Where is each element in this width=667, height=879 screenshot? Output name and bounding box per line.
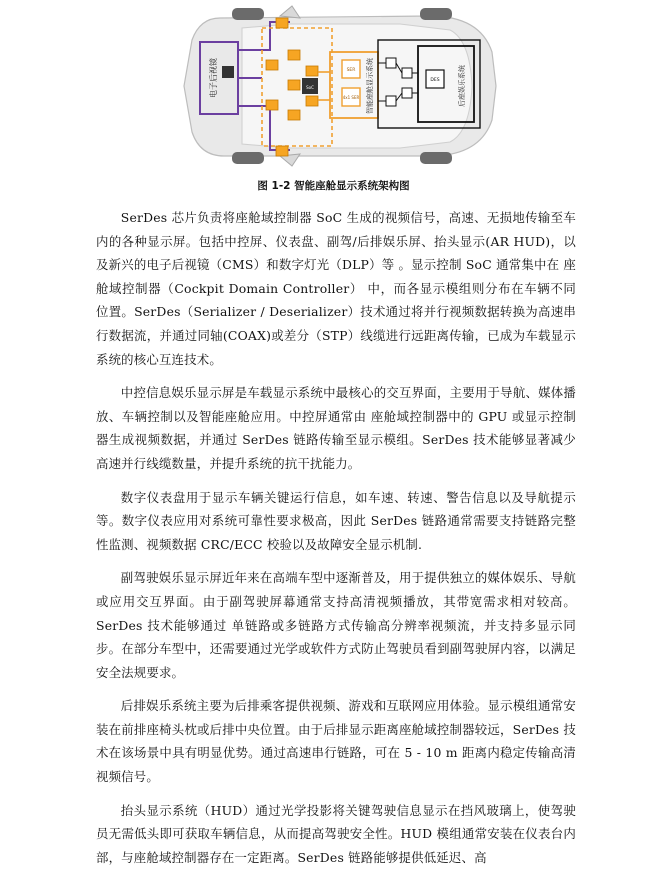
paragraph-serdes-intro: SerDes 芯片负责将座舱域控制器 SoC 生成的视频信号，高速、无损地传输至车内的各种显示屏。包括中控屏、仪表盘、副驾/后排娱乐屏、抬头显示(AR HUD)，以及新兴的电子后视镜（CMS）和数字灯光（DLP）等 。显示控制 SoC 通常集中在 座舱域控制器（Cockpit Domain Controller） 中，而各显示模组则分布在车辆不同位置。SerDes（Serializer / Deserializer）技术通过将并行视频数据转换为高速串行数据流，并通过同轴(COAX)或差分（STP）线缆进行远距离传输，已成为车载显示系统的核心互连技术。 xyxy=(96,210,576,367)
paragraph-hud: 抬头显示系统（HUD）通过光学投影将关键驾驶信息显示在挡风玻璃上，使驾驶员无需低头即可获取车辆信息，从而提高驾驶安全性。HUD 模组通常安装在仪表台内部，与座舱域控制器存在一定距离。SerDes 链路能够提供低延迟、高 xyxy=(96,802,576,865)
front-left-wheel xyxy=(232,8,264,20)
rear-mirror-label: 电子后视镜 xyxy=(209,58,218,98)
paragraph-rear-entertainment: 后排娱乐系统主要为后排乘客提供视频、游戏和互联网应用体验。显示模组通常安装在前排座椅头枕或后排中央位置。由于后排显示距离座舱域控制器较远，SerDes 技术在该场景中具有明显优势。通过高速串行链路，可在 5 - 10 m 距离内稳定传输高清视频信号。 xyxy=(96,698,576,785)
paragraph-passenger-display: 副驾驶娱乐显示屏近年来在高端车型中逐渐普及，用于提供独立的媒体娱乐、导航或应用交互界面。由于副驾驶屏幕通常支持高清视频播放，其带宽需求相对较高。SerDes 技术能够通过 单链路或多链路方式传输高分辨率视频流，并支持多显示同步。在部分车型中，还需要通过光学或软件方式防止驾驶员看到副驾驶屏内容，以满足安全法规要求。 xyxy=(96,570,576,680)
display-chip-bottom-label: 4x1 SER xyxy=(342,95,360,100)
cockpit-architecture-diagram xyxy=(180,0,498,172)
rear-left-wheel xyxy=(420,8,452,20)
rear-chip-label: DES xyxy=(430,78,440,83)
display-chip-top-label: SER xyxy=(346,68,356,73)
rear-mirror-chip xyxy=(222,66,234,78)
body-text xyxy=(96,206,576,879)
rear-right-wheel xyxy=(420,152,452,164)
rear-entertainment-label: 后座娱乐系统 xyxy=(458,65,466,107)
paragraph-center-display: 中控信息娱乐显示屏是车载显示系统中最核心的交互界面，主要用于导航、媒体播放、车辆控制以及智能座舱应用。中控屏通常由 座舱域控制器中的 GPU 或显示控制器生成视频数据，并通过 SerDes 链路传输至显示模组。SerDes 技术能够显著减少高速并行线缆数量，并提升系统的抗干扰能力。 xyxy=(96,385,576,471)
mirror-left xyxy=(280,6,300,18)
front-right-wheel xyxy=(232,152,264,164)
figure-caption: 图 1-2 智能座舱显示系统架构图 xyxy=(257,180,410,192)
cockpit-display-label: 智能座舱显示系统 xyxy=(366,58,374,114)
soc-label: SoC xyxy=(306,85,314,90)
paragraph-instrument-cluster: 数字仪表盘用于显示车辆关键运行信息，如车速、转速、警告信息以及导航提示等。数字仪表应用对系统可靠性要求极高，因此 SerDes 链路通常需要支持链路完整性监测、视频数据 CRC/ECC 校验以及故障安全显示机制. xyxy=(96,489,576,552)
